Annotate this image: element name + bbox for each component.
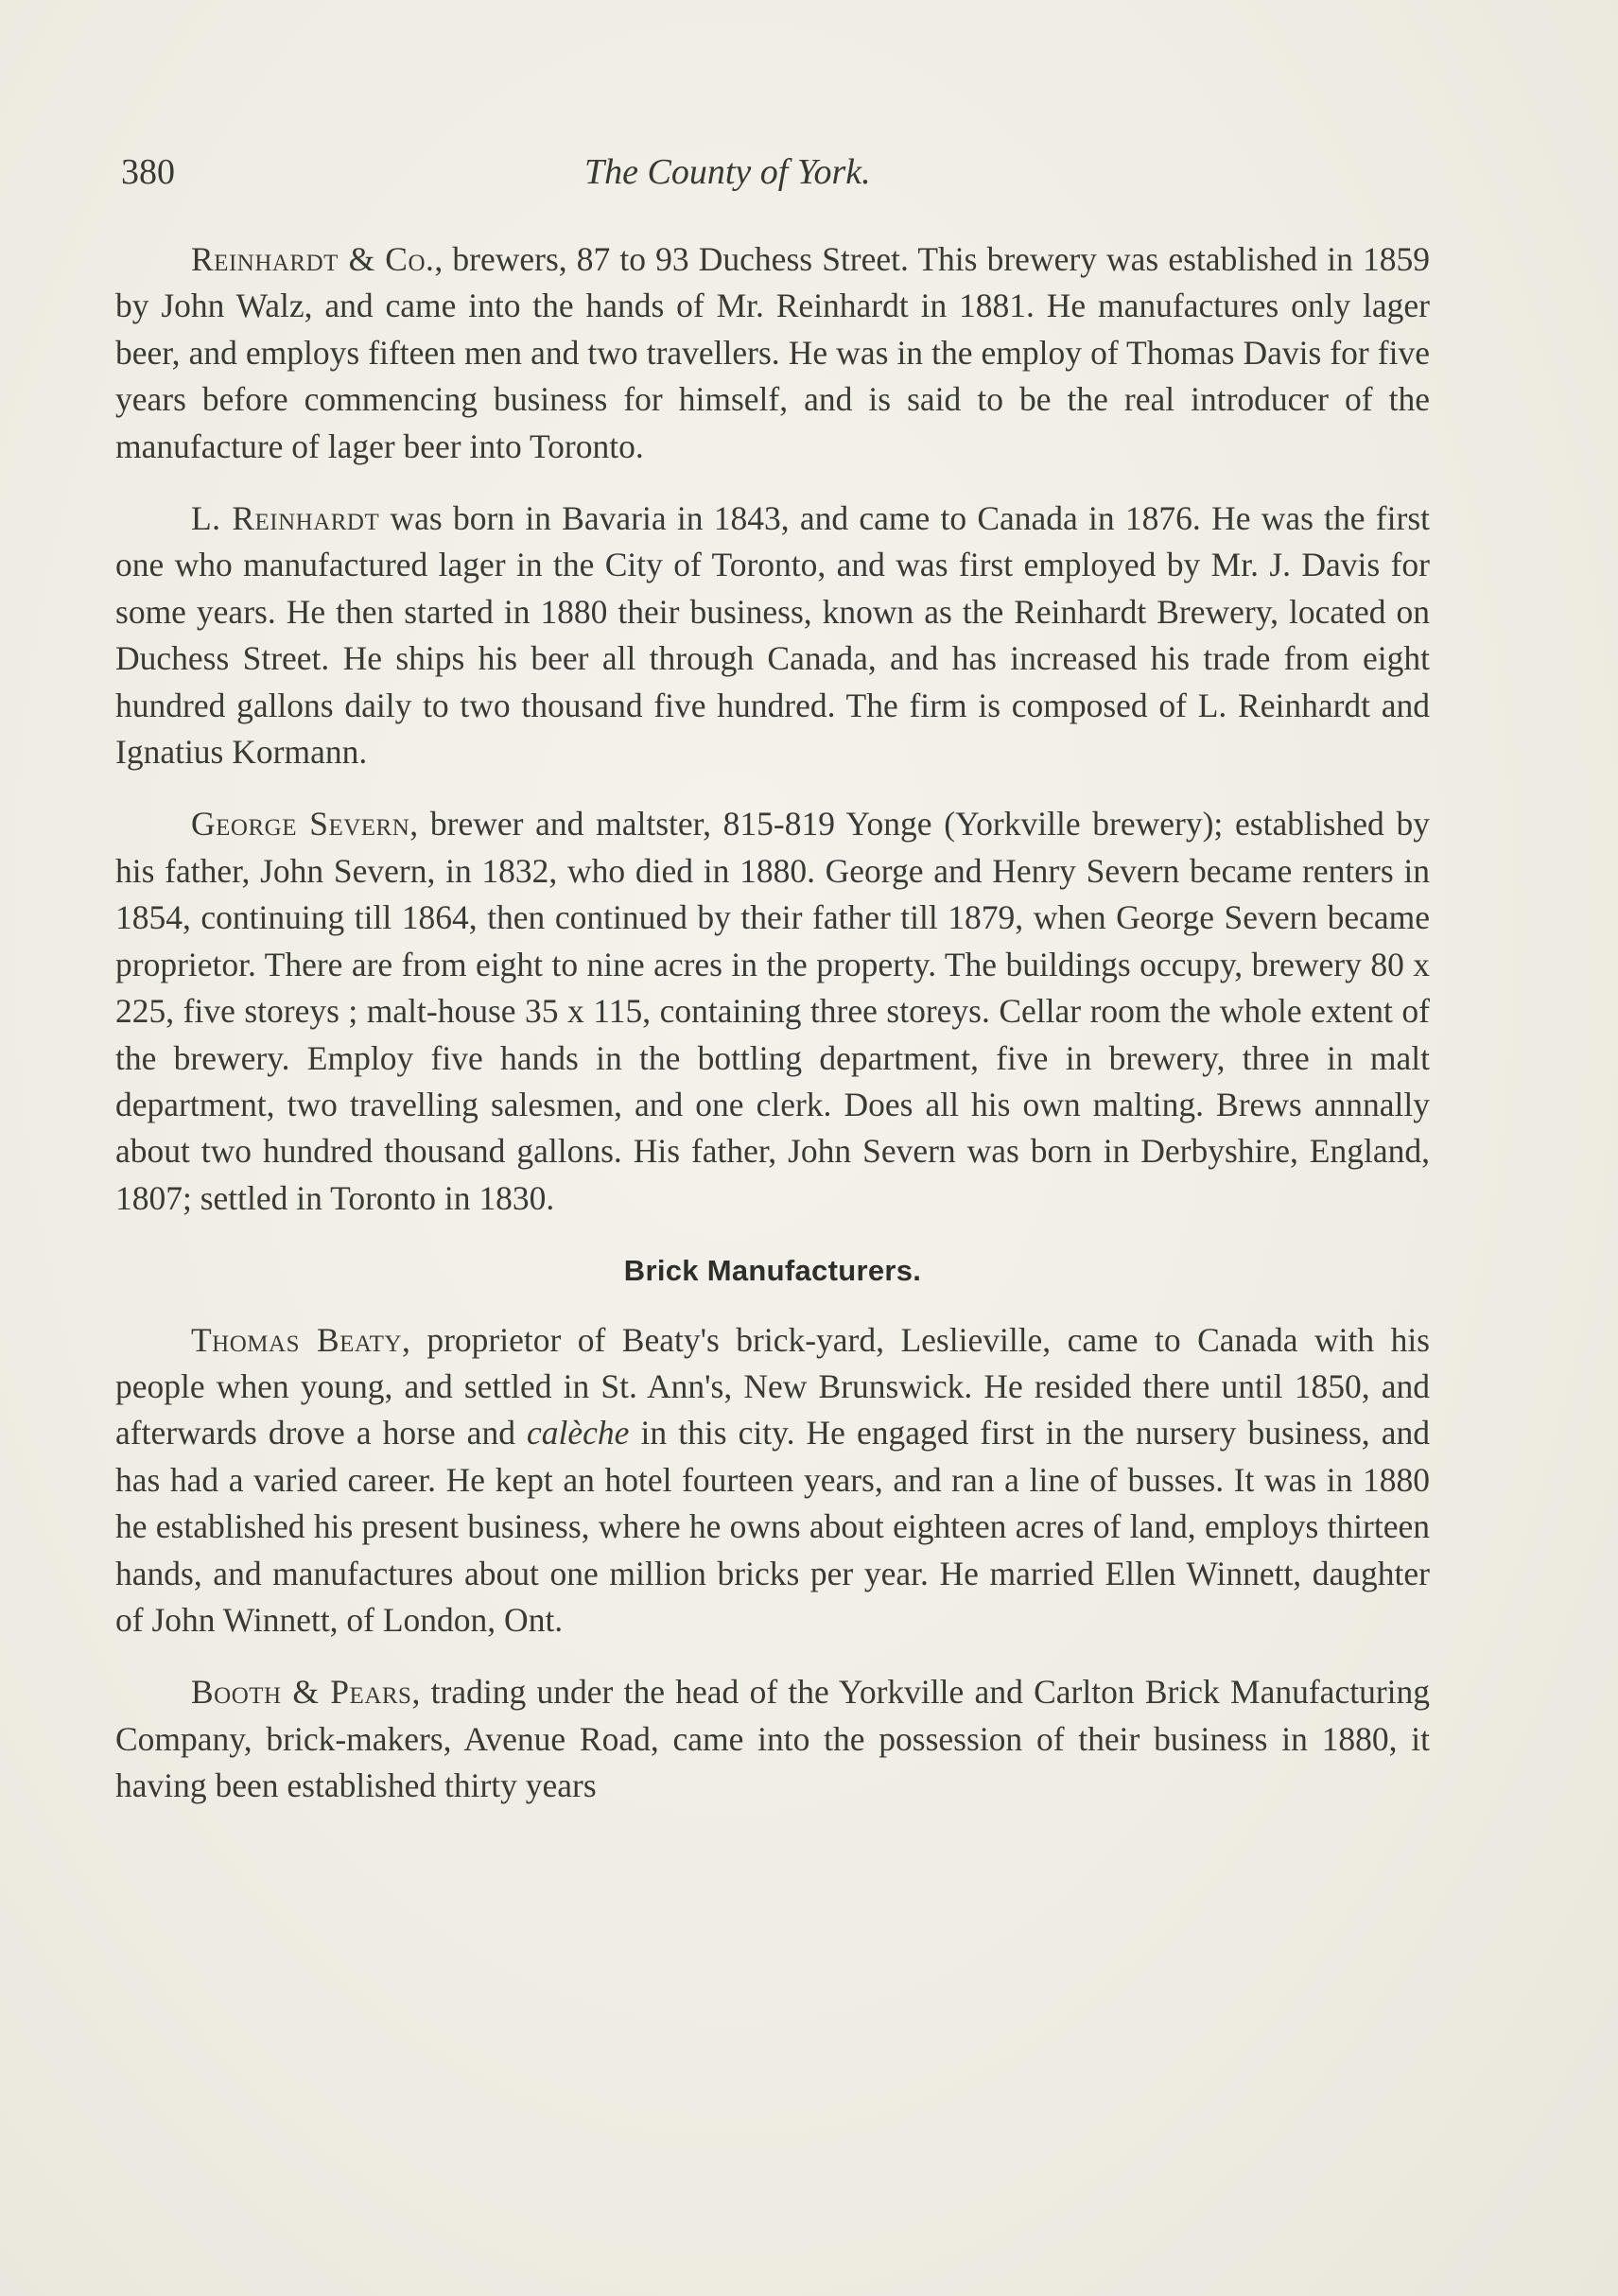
paragraph-george-severn — [115, 801, 1430, 1222]
body-text — [115, 236, 1430, 1835]
page-number: 380 — [121, 152, 175, 192]
entry-text: , proprietor of Beaty's brick-yard, Leslieville, came to Canada with his people when young, and settled in St. Ann's, New Brunswick. He resided there until 1850, and afterwards drove a horse and — [115, 1320, 1430, 1452]
paragraph-thomas-beaty — [115, 1317, 1430, 1644]
entry-name: Booth & Pears — [191, 1673, 412, 1712]
paragraph-l-reinhardt — [115, 496, 1430, 775]
entry-italic-word: calèche — [527, 1414, 630, 1452]
entry-name: Reinhardt & Co. — [191, 240, 435, 278]
running-title: The County of York. — [584, 152, 871, 192]
entry-text: was born in Bavaria in 1843, and came to Canada in 1876. He was the first one who manufactured lager in the City of Toronto, and was first employed by Mr. J. Davis for some years. He then started in 1880 their business, known as the Reinhardt Brewery, located on Duchess Street. He ships his beer all through Canada, and has increased his trade from eight hundred gallons daily to two thousand five hundred. The firm is composed of L. Reinhardt and Ignatius Kormann. — [115, 499, 1430, 772]
paragraph-reinhardt-co — [115, 236, 1430, 470]
entry-text: , trading under the head of the Yorkville and Carlton Brick Manufacturing Company, brick-makers, Avenue Road, came into the possession of their business in 1880, it having been established thirty years — [115, 1673, 1430, 1805]
entry-text-continued: in this city. He engaged first in the nursery business, and has had a varied career. He kept an hotel fourteen years, and ran a line of busses. It was in 1880 he established his present business, where he owns about eighteen acres of land, employs thirteen hands, and manufactures about one million bricks per year. He married Ellen Winnett, daughter of John Winnett, of London, Ont. — [115, 1414, 1430, 1639]
paragraph-booth-pears — [115, 1669, 1430, 1809]
entry-text: , brewers, 87 to 93 Duchess Street. This brewery was established in 1859 by John Walz, and came into the hands of Mr. Reinhardt in 1881. He manufactures only lager beer, and employs fifteen men and two travellers. He was in the employ of Thomas Davis for five years before commencing business for himself, and is said to be the real introducer of the manufacture of lager beer into Toronto. — [115, 240, 1430, 465]
entry-name: L. Reinhardt — [191, 499, 380, 538]
entry-text: , brewer and maltster, 815-819 Yonge (Yorkville brewery); established by his father, John Severn, in 1832, who died in 1880. George and Henry Severn became renters in 1854, continuing till 1864, then continued by their father till 1879, when George Severn became proprietor. There are from eight to nine acres in the property. The buildings occupy, brewery 80 x 225, five storeys ; malt-house 35 x 115, containing three storeys. Cellar room the whole extent of the brewery. Employ five hands in the bottling department, five in brewery, three in malt department, two travelling salesmen, and one clerk. Does all his own malting. Brews annnally about two hundred thousand gallons. His father, John Severn was born in Derbyshire, England, 1807; settled in Toronto in 1830. — [115, 805, 1430, 1217]
entry-name: George Severn — [191, 805, 410, 844]
section-heading: Brick Manufacturers. — [623, 1254, 922, 1288]
running-head — [121, 151, 1426, 199]
entry-name: Thomas Beaty — [191, 1320, 403, 1359]
